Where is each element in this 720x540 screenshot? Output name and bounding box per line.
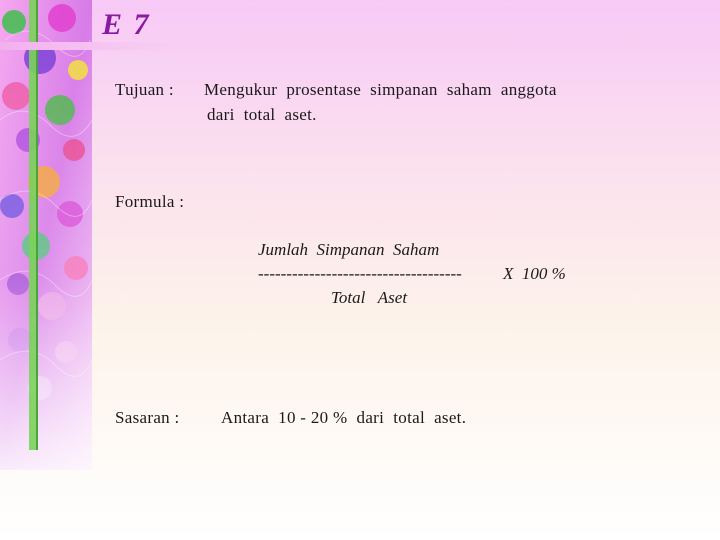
tujuan-line-1: Mengukur prosentase simpanan saham anggota bbox=[204, 80, 557, 99]
formula-numerator: Jumlah Simpanan Saham bbox=[258, 240, 440, 259]
decorative-side-artwork bbox=[0, 0, 92, 470]
tujuan-label: Tujuan : bbox=[115, 80, 174, 99]
formula-divider: ------------------------------------ bbox=[258, 264, 462, 283]
sasaran-label: Sasaran : bbox=[115, 408, 180, 427]
title-underline bbox=[0, 42, 180, 50]
formula-multiplier: X 100 % bbox=[503, 264, 566, 283]
decorative-pattern-graphic bbox=[0, 0, 92, 470]
formula-denominator: Total Aset bbox=[331, 288, 408, 307]
sasaran-value: Antara 10 - 20 % dari total aset. bbox=[221, 408, 467, 427]
tujuan-line-2: dari total aset. bbox=[207, 105, 317, 124]
slide-title: E 7 bbox=[102, 8, 151, 41]
formula-label: Formula : bbox=[115, 192, 185, 211]
